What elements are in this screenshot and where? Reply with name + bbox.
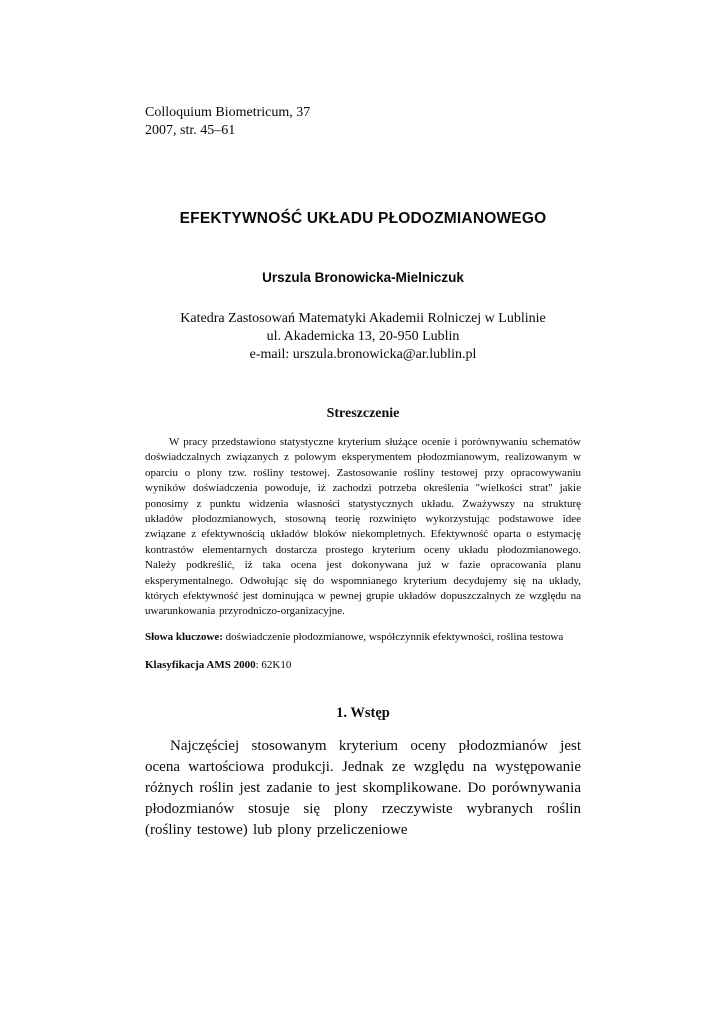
abstract-text: W pracy przedstawiono statystyczne kryterium służące ocenie i porównywaniu schematów doświadczalnych związanych z polowym eksperymentem płodozmianowym, realizowanym w oparciu o plony tzw. rośliny testowej. Zastosowanie rośliny testowej przy opracowywaniu wyników doświadczenia powoduje, iż zachodzi potrzeba określenia "wielkości strat" jakie ponosimy z punktu widzenia własności statystycznych układu. Zważywszy na strukturę układów płodozmianowych, stosowną teorię rozwinięto wykorzystując podstawowe idee związane z efektywnością układów bloków niekompletnych. Efektywność oparta o estymację kontrastów elementarnych dostarcza prostego kryterium oceny układu płodozmianowego. Należy podkreślić, iż taka ocena jest dokonywana już w fazie opracowania planu eksperymentalnego. Odwołując się do wspomnianego kryterium decydujemy się na układy, których efektywność jest dominująca w pewnej grupie układów dopuszczalnych ze względu na uwarunkowania przyrodniczo-organizacyjne. [145, 436, 581, 618]
affiliation-department: Katedra Zastosowań Matematyki Akademii Rolniczej w Lublinie [180, 311, 546, 326]
page-content [145, 0, 581, 841]
paper-author: Urszula Bronowicka-Mielniczuk [262, 270, 464, 285]
ams-classification-value: : 62K10 [255, 658, 292, 671]
keywords-label: Słowa kluczowe: [145, 630, 223, 643]
paper-title: EFEKTYWNOŚĆ UKŁADU PŁODOZMIANOWEGO [179, 210, 547, 227]
journal-name: Colloquium Biometricum, 37 [145, 105, 311, 120]
affiliation-email: e-mail: urszula.bronowicka@ar.lublin.pl [249, 347, 477, 362]
journal-header [145, 104, 581, 140]
affiliation-address: ul. Akademicka 13, 20-950 Lublin [266, 329, 460, 344]
ams-classification-label: Klasyfikacja AMS 2000 [145, 658, 256, 671]
journal-issue-pages: 2007, str. 45–61 [145, 123, 236, 138]
keywords-text: doświadczenie płodozmianowe, współczynnik efektywności, roślina testowa [222, 630, 564, 643]
section-1-heading: 1. Wstęp [336, 704, 390, 721]
abstract-heading: Streszczenie [326, 406, 400, 421]
section-1-paragraph: Najczęściej stosowanym kryterium oceny płodozmianów jest ocena wartościowa produkcji. Jednak ze względu na występowanie różnych roślin jest zadanie to jest skomplikowane. Do porównywania płodozmianów stosuje się plony rzeczywiste wybranych roślin (rośliny testowe) lub plony przeliczeniowe [145, 737, 581, 838]
ams-classification-line [145, 658, 581, 673]
author-affiliation [145, 310, 581, 364]
keywords-line [145, 630, 581, 645]
